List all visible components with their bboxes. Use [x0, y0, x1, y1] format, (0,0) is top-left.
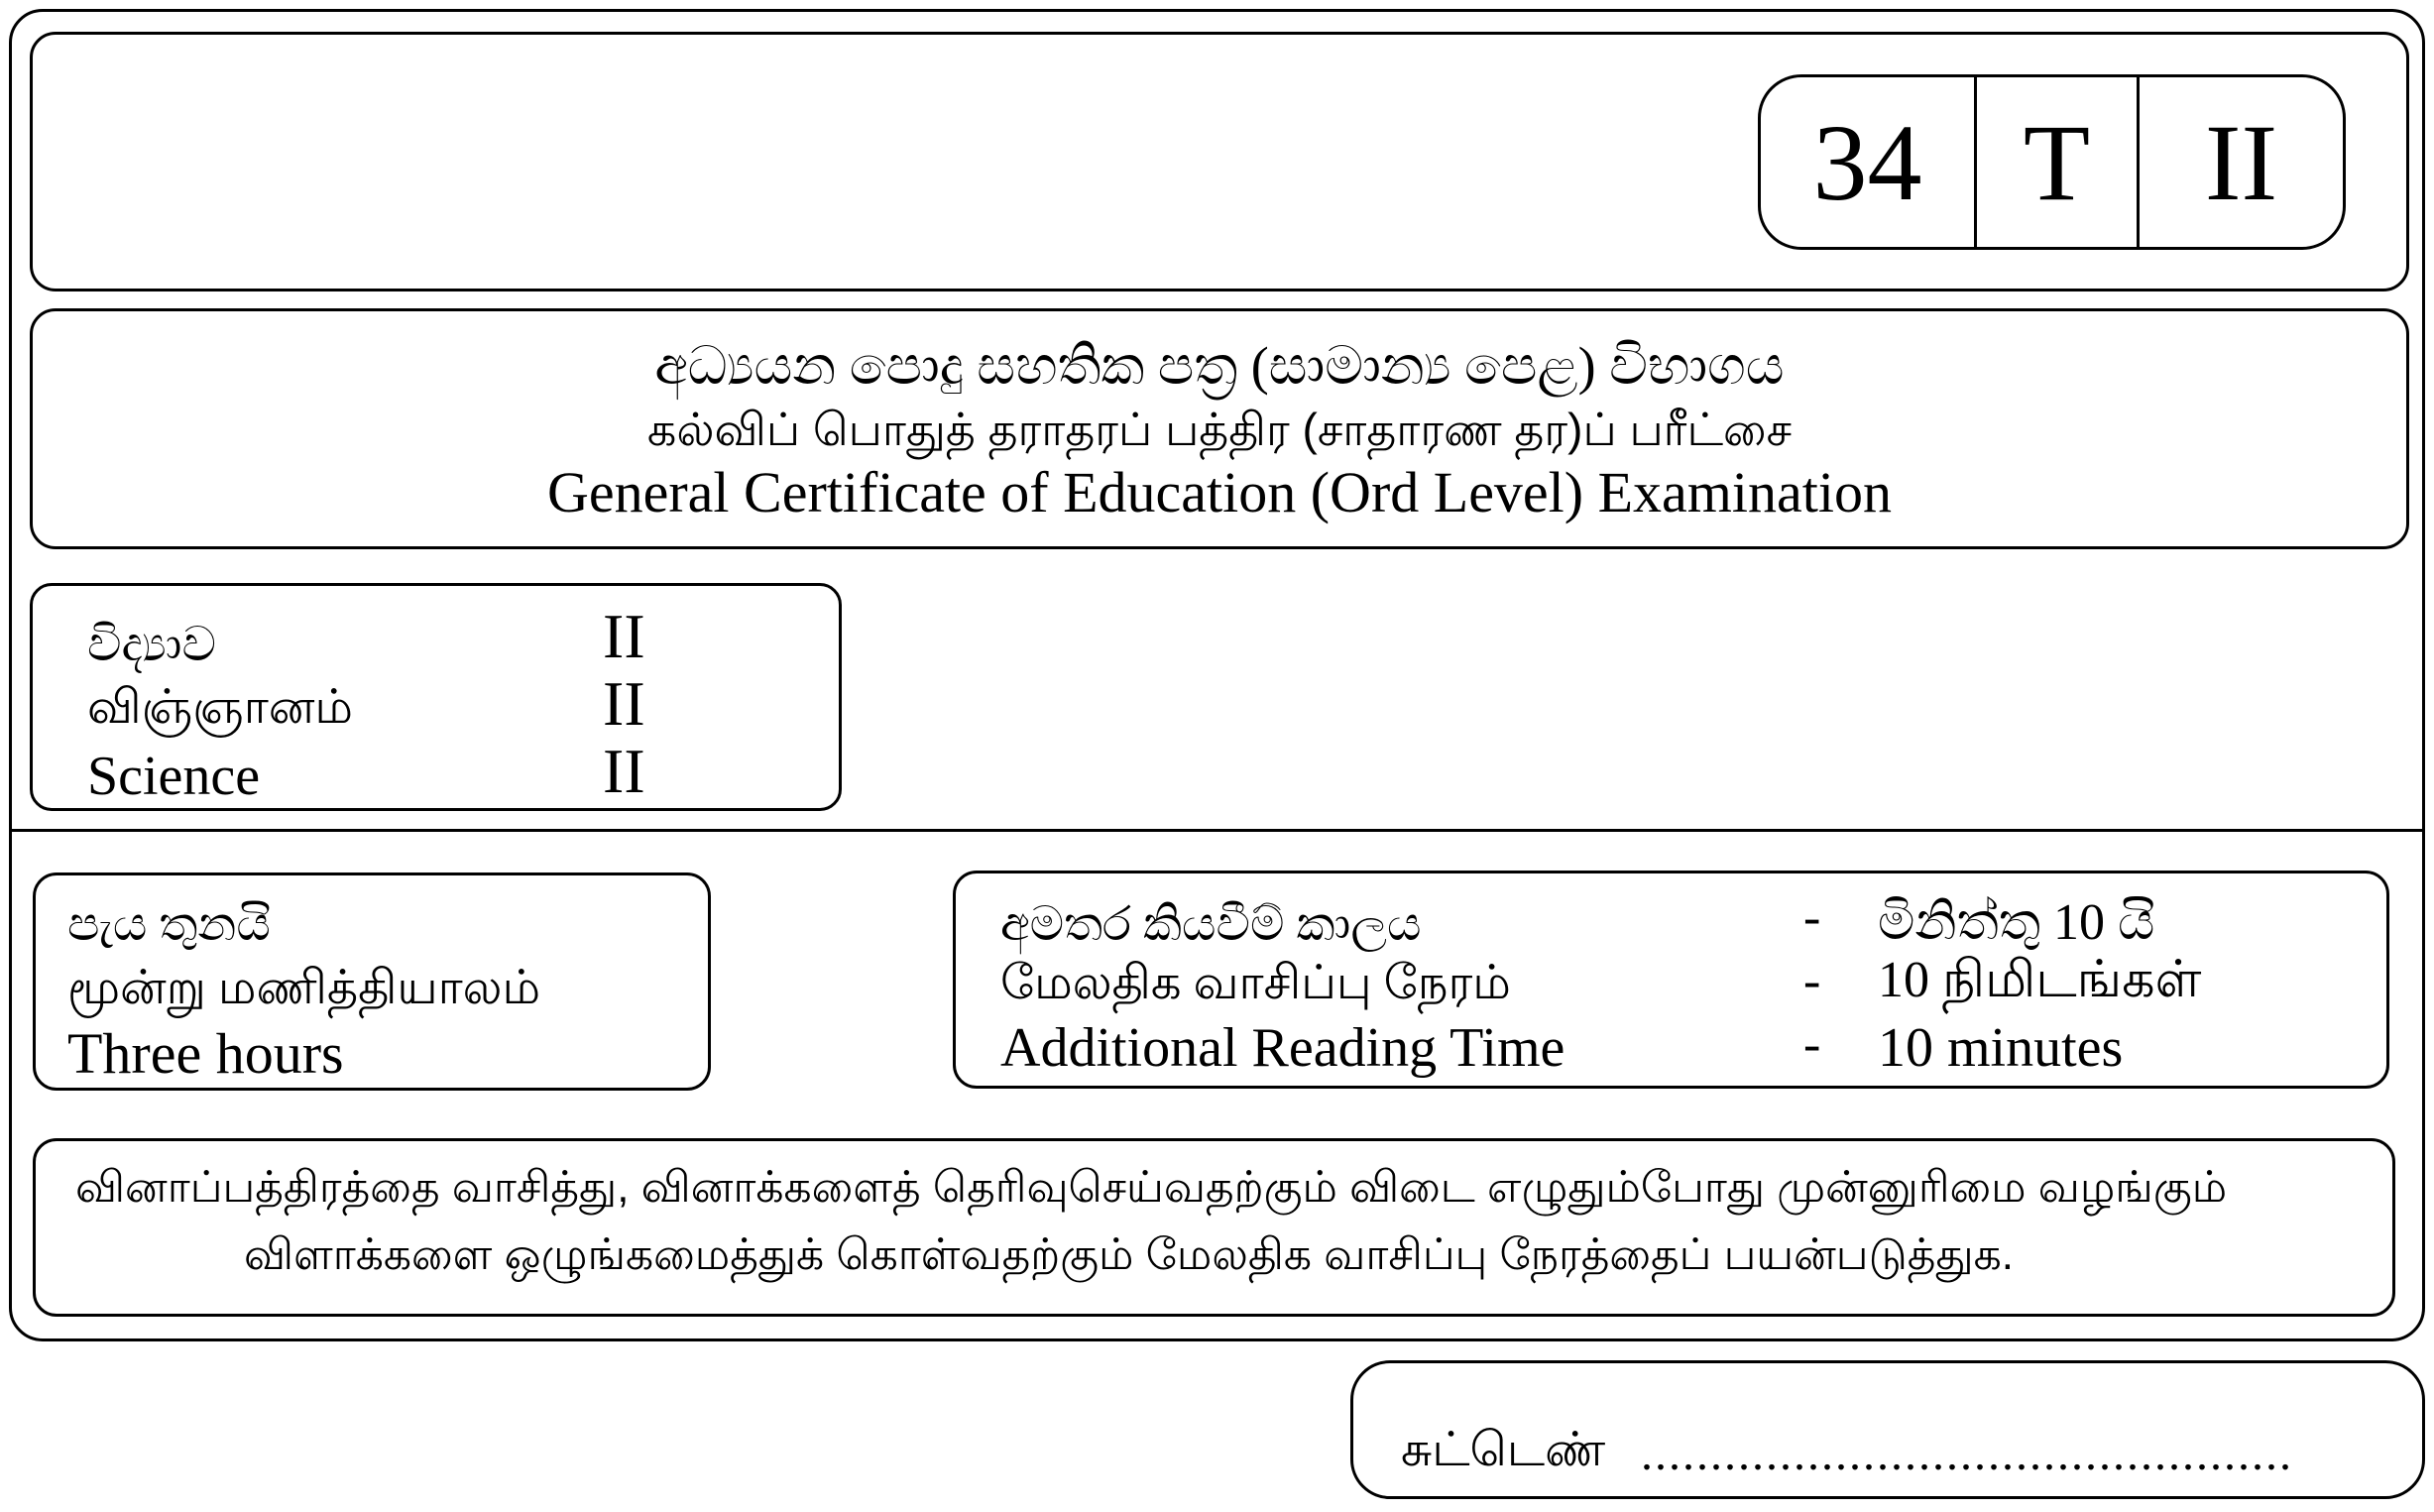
reading-time-dash: - — [1803, 953, 1821, 1009]
exam-title-tamil: கல்விப் பொதுத் தராதரப் பத்திர (சாதாரண தர)ப் பரீட்சை — [646, 403, 1793, 455]
index-number-label: சுட்டெண் — [1401, 1424, 1606, 1476]
reading-time-label-tamil: மேலதிக வாசிப்பு நேரம் — [1000, 957, 1511, 1009]
exam-title-box — [30, 308, 2409, 549]
duration-box — [33, 872, 711, 1091]
reading-time-value-english: 10 minutes — [1878, 1017, 2124, 1079]
instruction-box — [33, 1138, 2395, 1317]
subject-paper-number: II — [603, 668, 645, 739]
reading-time-box — [953, 871, 2389, 1089]
reading-time-dash: - — [1803, 889, 1821, 946]
duration-sinhala: පැය තුනයි — [67, 898, 271, 951]
reading-time-row — [1000, 951, 2369, 1016]
reading-time-value-tamil: 10 நிமிடங்கள் — [1878, 952, 2202, 1008]
subject-paper-number: II — [603, 601, 645, 671]
reading-time-row — [1000, 1014, 2369, 1080]
instruction-line-1: வினாப்பத்திரத்தை வாசித்து, வினாக்களைத் தெரிவுசெய்வதற்கும் விடை எழுதும்போது முன்னுரிமை வழங்கும் — [75, 1163, 2228, 1212]
paper-code-box — [1758, 74, 2346, 250]
reading-time-dash: - — [1803, 1016, 1821, 1073]
subject-row — [87, 736, 821, 808]
duration-tamil: மூன்று மணித்தியாலம் — [67, 962, 541, 1014]
reading-time-label-sinhala: අමතර කියවීම් කාලය — [1000, 898, 1422, 951]
subject-name-sinhala: විද්‍යාව — [87, 619, 216, 671]
subject-row — [87, 668, 821, 741]
exam-title-english: General Certificate of Education (Ord Level) Examination — [547, 459, 1892, 524]
index-number-box — [1350, 1360, 2425, 1499]
subject-name-english: Science — [87, 746, 261, 807]
subject-row — [87, 601, 821, 673]
duration-english: Three hours — [67, 1021, 344, 1086]
index-number-field[interactable]: ............................................... — [1641, 1428, 2293, 1480]
paper-code-paper: II — [2204, 101, 2278, 223]
paper-code-number: 34 — [1761, 77, 1977, 247]
subject-box — [30, 583, 842, 811]
paper-code-medium: T — [1977, 77, 2140, 247]
instruction-line-2: விளாக்களை ஒழுங்கமைத்துக் கொள்வதற்கும் மேலதிக வாசிப்பு நேரத்தைப் பயன்படுத்துக. — [244, 1230, 2014, 1279]
reading-time-label-english: Additional Reading Time — [1000, 1017, 1565, 1079]
reading-time-value-sinhala: මිනිත්තු 10 යි — [1878, 894, 2155, 951]
section-divider — [9, 829, 2425, 832]
exam-title-sinhala: අධ්‍යයන පොදු සහතික පත්‍ර (සාමාන්‍ය පෙළ) විභාගය — [654, 335, 1785, 396]
reading-time-row — [1000, 887, 2369, 953]
subject-name-tamil: விஞ்ஞானம் — [87, 681, 353, 734]
subject-paper-number: II — [603, 736, 645, 806]
